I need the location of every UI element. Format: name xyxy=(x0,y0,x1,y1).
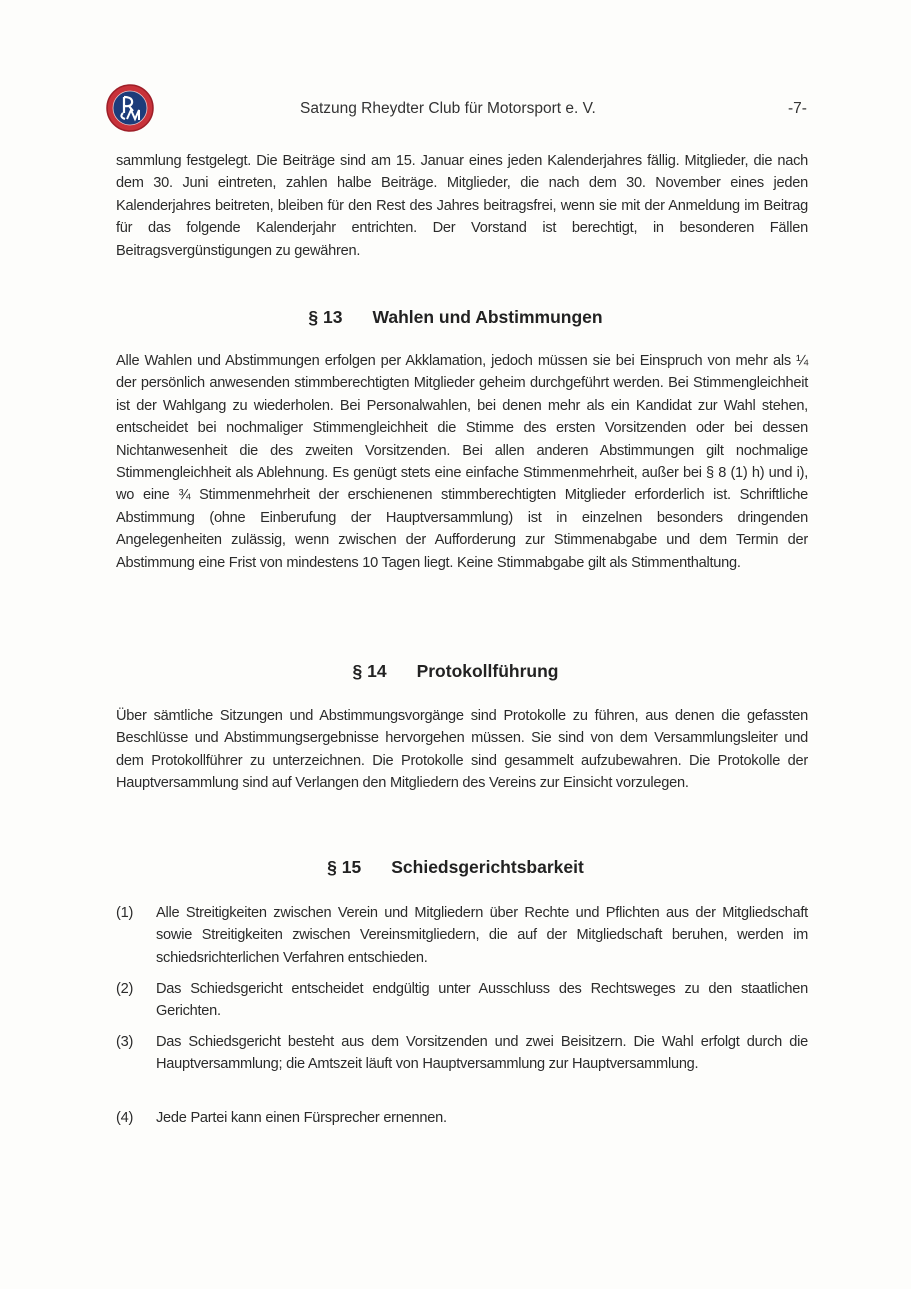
document-header-title: Satzung Rheydter Club für Motorsport e. V. xyxy=(300,100,596,117)
club-logo-emblem-icon xyxy=(105,83,155,133)
section-15-heading xyxy=(0,857,911,878)
section-number: § 13 xyxy=(308,307,343,327)
section-title: Wahlen und Abstimmungen xyxy=(372,307,603,327)
intro-paragraph: sammlung festgelegt. Die Beiträge sind am 15. Januar eines jeden Kalenderjahres fällig. Mitglieder, die nach dem 30. Juni eintreten, zahlen halbe Beiträge. Mitglieder, die nach dem 30. November eines jeden Kalenderjahres beitreten, bleiben für den Rest des Jahres beitragsfrei, wenn sie mit der Anmeldung im Beitrag für das folgende Kalenderjahr entrichten. Der Vorstand ist berechtigt, in besonderen Fällen Beitragsvergünstigungen zu gewähren. xyxy=(116,153,808,259)
section-14-heading xyxy=(0,661,911,682)
list-item xyxy=(116,902,808,969)
list-marker: (1) xyxy=(116,905,134,921)
list-item-text: Jede Partei kann einen Fürsprecher ernennen. xyxy=(156,1110,447,1126)
list-item-text: Das Schiedsgericht besteht aus dem Vorsitzenden und zwei Beisitzern. Die Wahl erfolgt durch die Hauptversammlung; die Amtszeit läuft von Hauptversammlung zur Hauptversammlung. xyxy=(156,1034,808,1073)
list-marker: (2) xyxy=(116,981,134,997)
section-14-paragraph: Über sämtliche Sitzungen und Abstimmungsvorgänge sind Protokolle zu führen, aus denen die gefassten Beschlüsse und Abstimmungsergebnisse hervorgehen müssen. Sie sind von dem Versammlungsleiter und dem Protokollführer zu unterzeichnen. Die Protokolle sind gesammelt aufzubewahren. Die Protokolle der Hauptversammlung sind auf Verlangen den Mitgliedern des Vereins zur Einsicht vorzulegen. xyxy=(116,708,808,792)
list-item-text: Alle Streitigkeiten zwischen Verein und Mitgliedern über Rechte und Pflichten aus der Mitgliedschaft sowie Streitigkeiten zwischen Vereinsmitgliedern, die auf der Mitgliedschaft beruhen, werden im schiedsrichterlichen Verfahren entschieden. xyxy=(156,905,808,966)
section-13-heading xyxy=(0,307,911,328)
list-item-text: Das Schiedsgericht entscheidet endgültig unter Ausschluss des Rechtsweges zu den staatlichen Gerichten. xyxy=(156,981,808,1020)
page-number: -7- xyxy=(788,100,807,117)
list-marker: (3) xyxy=(116,1034,134,1050)
section-title: Schiedsgerichtsbarkeit xyxy=(391,857,584,877)
list-item xyxy=(116,1031,808,1076)
section-title: Protokollführung xyxy=(416,661,559,681)
list-item xyxy=(116,1107,808,1129)
list-marker: (4) xyxy=(116,1110,134,1126)
list-item xyxy=(116,978,808,1023)
section-13-paragraph: Alle Wahlen und Abstimmungen erfolgen per Akklamation, jedoch müssen sie bei Einspruch von mehr als ¼ der persönlich anwesenden stimmberechtigten Mitglieder geheim durchgeführt werden. Bei Stimmengleichheit ist der Wahlgang zu wiederholen. Bei Personalwahlen, bei denen mehr als ein Kandidat zur Wahl stehen, entscheidet bei nochmaliger Stimmengleichheit die Stimme des ersten Vorsitzenden oder bei dessen Nichtanwesenheit die des zweiten Vorsitzenden. Bei allen anderen Abstimmungen gilt nochmalige Stimmengleichheit als Ablehnung. Es genügt stets eine einfache Stimmenmehrheit, außer bei § 8 (1) h) und i), wo eine ¾ Stimmenmehrheit der erschienenen stimmberechtigten Mitglieder erforderlich ist. Schriftliche Abstimmung (ohne Einberufung der Hauptversammlung) ist in einzelnen besonders dringenden Angelegenheiten zulässig, wenn zwischen der Aufforderung zur Stimmenabgabe und dem Termin der Abstimmung eine Frist von mindestens 10 Tagen liegt. Keine Stimmabgabe gilt als Stimmenthaltung. xyxy=(116,353,808,571)
section-number: § 14 xyxy=(352,661,387,681)
club-logo xyxy=(105,83,155,133)
section-number: § 15 xyxy=(327,857,362,877)
